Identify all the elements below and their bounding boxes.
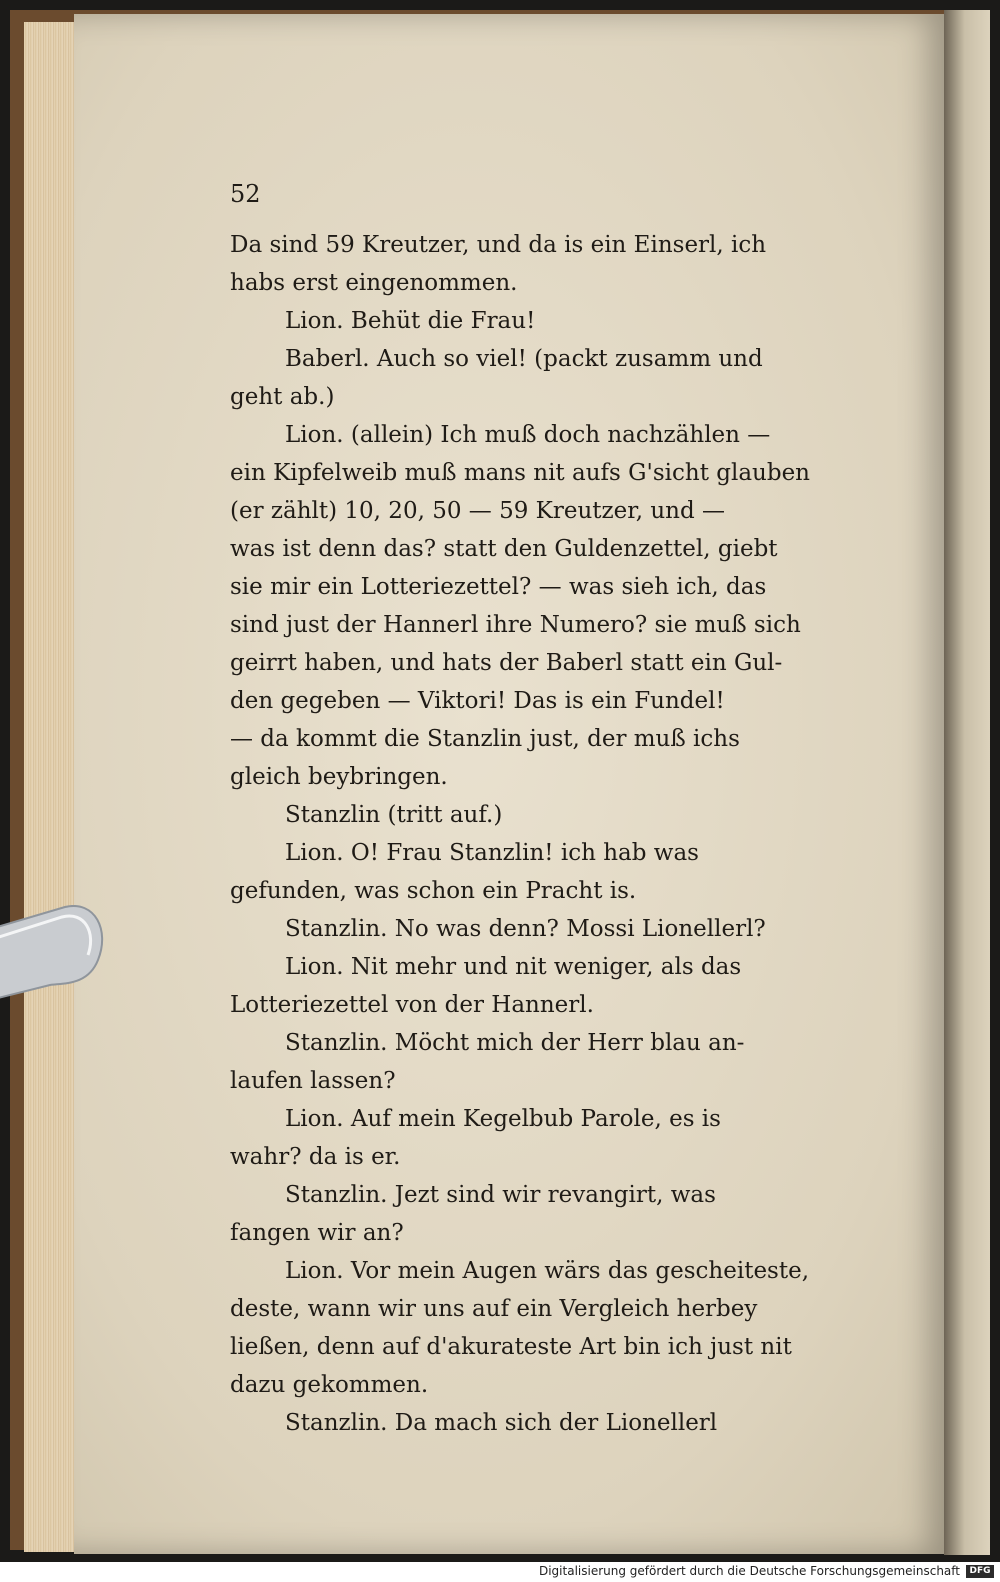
page-edges <box>24 22 80 1552</box>
book-gutter <box>944 10 990 1555</box>
text-line: was ist denn das? statt den Guldenzettel, giebt <box>230 536 778 562</box>
text-line: Da sind 59 Kreutzer, und da is ein Einserl, ich <box>230 232 767 258</box>
page-clip-weight <box>0 905 130 1015</box>
text-line: Stanzlin. Möcht mich der Herr blau an- <box>285 1030 745 1056</box>
text-line: Lion. Auf mein Kegelbub Parole, es is <box>285 1106 721 1132</box>
text-line: gleich beybringen. <box>230 764 448 790</box>
footer-credit: Digitalisierung gefördert durch die Deutsche Forschungsgemeinschaft <box>538 1564 960 1578</box>
text-line: Lion. Nit mehr und nit weniger, als das <box>285 954 742 980</box>
text-line: habs erst eingenommen. <box>230 270 518 296</box>
text-line: Stanzlin (tritt auf.) <box>285 802 503 828</box>
text-line: dazu gekommen. <box>230 1372 429 1398</box>
text-line: Lion. O! Frau Stanzlin! ich hab was <box>285 840 699 866</box>
text-line: gefunden, was schon ein Pracht is. <box>230 878 637 904</box>
text-line: ließen, denn auf d'akurateste Art bin ich just nit <box>230 1334 792 1360</box>
text-line: — da kommt die Stanzlin just, der muß ichs <box>230 726 740 752</box>
text-line: Lion. Vor mein Augen wärs das gescheiteste, <box>285 1258 810 1284</box>
text-line: Lotteriezettel von der Hannerl. <box>230 992 594 1018</box>
text-line: sie mir ein Lotteriezettel? — was sieh ich, das <box>230 574 767 600</box>
text-line: Lion. (allein) Ich muß doch nachzählen — <box>285 422 771 448</box>
text-line: deste, wann wir uns auf ein Vergleich herbey <box>230 1296 758 1322</box>
text-line: sind just der Hannerl ihre Numero? sie muß sich <box>230 612 801 638</box>
page-number: 52 <box>230 180 261 208</box>
footer-bar <box>0 1562 1000 1582</box>
text-line: Stanzlin. Da mach sich der Lionellerl <box>285 1410 718 1436</box>
text-line: ein Kipfelweib muß mans nit aufs G'sicht glauben <box>230 460 810 486</box>
text-line: geirrt haben, und hats der Baberl statt ein Gul- <box>230 650 783 676</box>
dfg-logo-icon: DFG <box>966 1565 994 1578</box>
text-line: fangen wir an? <box>230 1220 404 1246</box>
text-line: Stanzlin. Jezt sind wir revangirt, was <box>285 1182 716 1208</box>
text-line: Lion. Behüt die Frau! <box>285 308 536 334</box>
text-line: Baberl. Auch so viel! (packt zusamm und <box>285 346 763 372</box>
text-line: Stanzlin. No was denn? Mossi Lionellerl? <box>285 916 766 942</box>
text-line: (er zählt) 10, 20, 50 — 59 Kreutzer, und — <box>230 498 725 524</box>
text-line: geht ab.) <box>230 384 335 410</box>
text-line: wahr? da is er. <box>230 1144 401 1170</box>
text-line: laufen lassen? <box>230 1068 396 1094</box>
text-line: den gegeben — Viktori! Das is ein Fundel! <box>230 688 725 714</box>
